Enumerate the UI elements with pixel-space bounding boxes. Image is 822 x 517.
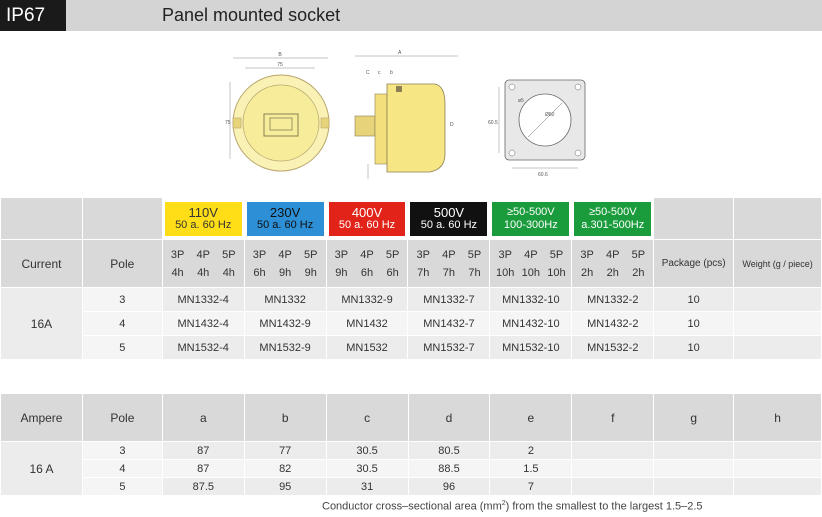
weight-header: Weight (g / piece): [734, 240, 822, 288]
voltage-cell: [490, 198, 572, 240]
voltage-cell: [244, 198, 326, 240]
dim-label-hole: ø5: [518, 98, 524, 104]
dim-label-B: B: [278, 52, 282, 58]
page-header: [0, 0, 822, 31]
table-row: 5 MN1532-4 MN1532-9 MN1532 MN1532-7 MN1532-10 MN1532-2 10: [1, 336, 822, 360]
pole-config-cell: 3P 4P 5P 2h 2h 2h: [572, 240, 654, 288]
pole-config-cell: 3P 4P 5P 6h 9h 9h: [244, 240, 326, 288]
header-row: [1, 240, 822, 288]
table-row: 16 A 3 87 77 30.5 80.5 2: [1, 442, 822, 460]
dim-label-c: c: [378, 70, 381, 76]
technical-drawings: [200, 44, 620, 184]
front-view-drawing: [225, 52, 329, 171]
voltage-row: [1, 198, 822, 240]
pole-config-cell: 3P 4P 5P 7h 7h 7h: [408, 240, 490, 288]
voltage-badge: ≥50-500V 100-300Hz: [492, 202, 569, 236]
dimensions-table: [0, 393, 822, 496]
table-row: 16A 3 MN1332-4 MN1332 MN1332-9 MN1332-7 MN1332-10 MN1332-2 10: [1, 288, 822, 312]
package-header: Package (pcs): [654, 240, 734, 288]
voltage-badge: 110V 50 a. 60 Hz: [165, 202, 242, 236]
dim-label-b: b: [390, 70, 393, 76]
dim-label-A: A: [398, 50, 402, 56]
pole-config-cell: 3P 4P 5P 4h 4h 4h: [162, 240, 244, 288]
voltage-badge: 500V 50 a. 60 Hz: [410, 202, 487, 236]
dim-label-75: 75: [277, 62, 283, 68]
dim-label-60-5: 60.5: [488, 120, 498, 126]
page-title: Panel mounted socket: [162, 5, 341, 25]
table-row: 5 87.5 95 31 96 7: [1, 478, 822, 496]
side-view-drawing: [355, 50, 458, 179]
dim-label-diameter: Ø60: [545, 112, 555, 118]
ampere-cell: 16 A: [1, 442, 83, 496]
voltage-cell: [408, 198, 490, 240]
voltage-badge: 400V 50 a. 60 Hz: [329, 202, 406, 236]
header-row: Ampere Pole a b c d e f g h: [1, 394, 822, 442]
current-cell: 16A: [1, 288, 83, 360]
voltage-cell: [572, 198, 654, 240]
table-row: 4 MN1432-4 MN1432-9 MN1432 MN1432-7 MN1432-10 MN1432-2 10: [1, 312, 822, 336]
ip-rating: IP67: [0, 0, 66, 31]
dim-label-75-vertical: 75: [225, 120, 231, 126]
product-code-table: [0, 197, 822, 360]
dim-label-60-6: 60.6: [538, 172, 548, 178]
pole-header: Pole: [82, 240, 162, 288]
pole-header: Pole: [82, 394, 162, 442]
footnote: Conductor cross–sectional area $(mm^2)$ from the smallest to the largest 1.5–2.5: [322, 500, 703, 513]
voltage-cell: [162, 198, 244, 240]
voltage-badge: 230V 50 a. 60 Hz: [247, 202, 324, 236]
current-header: Current: [1, 240, 83, 288]
dim-label-C: C: [366, 70, 370, 76]
ampere-header: Ampere: [1, 394, 83, 442]
table-row: 4 87 82 30.5 88.5 1.5: [1, 460, 822, 478]
panel-cutout-drawing: [488, 80, 585, 178]
dim-label-D: D: [450, 122, 454, 128]
voltage-badge: ≥50-500V a.301-500Hz: [574, 202, 651, 236]
pole-config-cell: 3P 4P 5P 10h 10h 10h: [490, 240, 572, 288]
pole-config-cell: 3P 4P 5P 9h 6h 6h: [326, 240, 408, 288]
voltage-cell: [326, 198, 408, 240]
